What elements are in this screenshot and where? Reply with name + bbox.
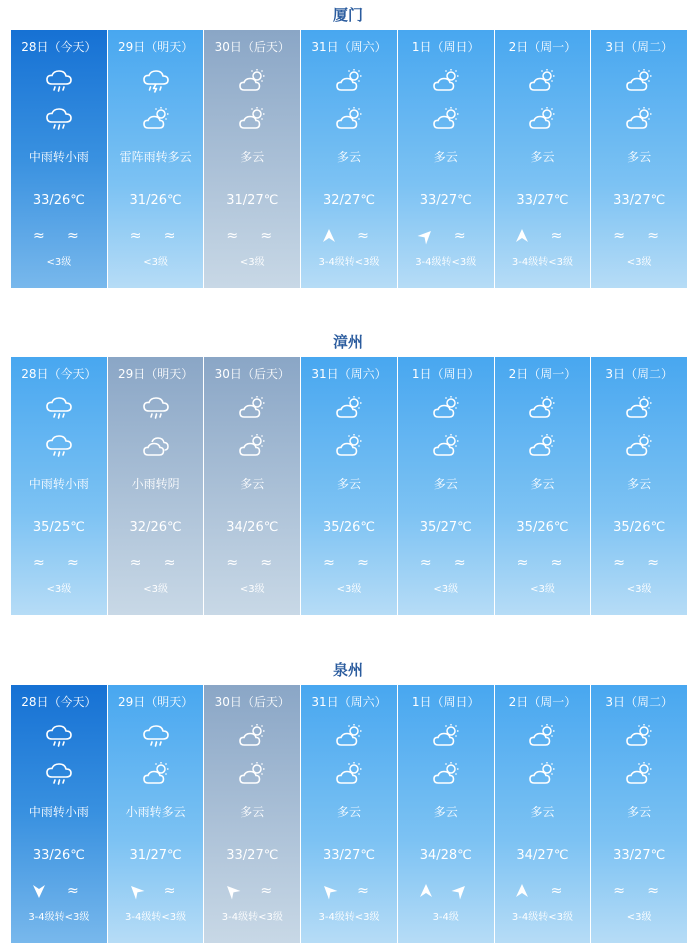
rain-icon [141, 395, 171, 421]
wind-row [301, 226, 397, 246]
weather-condition: 中雨转小雨 [28, 805, 89, 819]
partly-cloudy-icon [334, 723, 364, 749]
temperature-range: 33/27℃ [613, 193, 666, 208]
day-card[interactable] [495, 357, 591, 615]
wind-row [11, 881, 107, 901]
forecast-strip [11, 685, 687, 943]
day-card[interactable] [108, 357, 204, 615]
rain-icon [44, 433, 74, 459]
weather-condition: 中雨转小雨 [28, 477, 89, 491]
wind-wave-icon: ≈ [453, 555, 466, 571]
day-card[interactable] [11, 685, 107, 943]
wind-level: <3级 [46, 584, 72, 595]
temperature-range: 31/27℃ [226, 193, 279, 208]
wind-row [591, 226, 687, 246]
day-card[interactable] [301, 357, 397, 615]
rain-icon [44, 723, 74, 749]
temperature-range: 35/26℃ [322, 520, 376, 535]
partly-cloudy-icon [431, 68, 461, 94]
wind-wave-icon: ≈ [260, 555, 273, 571]
forecast-strip [11, 357, 687, 615]
wind-arrow-south-icon [416, 881, 436, 901]
wind-level: <3级 [626, 257, 652, 268]
wind-row [398, 881, 494, 901]
weather-condition: 多云 [240, 477, 265, 491]
temperature-range: 31/26℃ [129, 193, 182, 208]
weather-condition: 多云 [240, 805, 265, 819]
forecast-strip [11, 30, 687, 288]
temperature-range: 35/26℃ [613, 520, 666, 535]
wind-wave-icon: ≈ [163, 228, 176, 244]
day-date: 30日（后天） [214, 367, 290, 381]
day-card[interactable] [398, 685, 494, 943]
weather-condition: 多云 [240, 150, 265, 164]
temperature-range: 33/26℃ [32, 193, 85, 208]
thunder-rain-icon [141, 68, 171, 94]
wind-row [591, 881, 687, 901]
temperature-range: 35/26℃ [516, 520, 569, 535]
wind-row [108, 226, 204, 246]
day-date: 2日（周一） [508, 695, 577, 709]
wind-level: <3级 [239, 257, 265, 268]
partly-cloudy-icon [527, 106, 557, 132]
partly-cloudy-icon [431, 433, 461, 459]
weather-condition: 雷阵雨转多云 [119, 150, 192, 164]
weather-condition: 多云 [627, 150, 652, 164]
day-date: 2日（周一） [508, 40, 577, 54]
wind-level: <3级 [143, 584, 168, 595]
wind-level: 3-4级转<3级 [28, 912, 90, 923]
partly-cloudy-icon [334, 761, 364, 787]
rain-icon [44, 395, 74, 421]
wind-wave-icon: ≈ [260, 883, 273, 899]
wind-level: <3级 [433, 584, 459, 595]
wind-level: <3级 [336, 584, 362, 595]
wind-row [11, 553, 107, 573]
wind-level: 3-4级转<3级 [221, 912, 283, 923]
wind-row [398, 226, 494, 246]
wind-level: 3-4级转<3级 [511, 912, 573, 923]
day-date: 1日（周日） [411, 40, 480, 54]
temperature-range: 32/27℃ [322, 193, 376, 208]
temperature-range: 32/26℃ [129, 520, 182, 535]
wind-wave-icon: ≈ [66, 883, 79, 899]
wind-wave-icon: ≈ [550, 555, 563, 571]
temperature-range: 33/26℃ [32, 848, 85, 863]
wind-wave-icon: ≈ [260, 228, 273, 244]
day-card[interactable] [301, 30, 397, 288]
wind-wave-icon: ≈ [226, 555, 239, 571]
partly-cloudy-icon [431, 723, 461, 749]
temperature-range: 35/27℃ [419, 520, 472, 535]
day-card[interactable] [204, 30, 300, 288]
weather-condition: 多云 [530, 805, 555, 819]
day-card[interactable] [108, 30, 204, 288]
temperature-range: 33/27℃ [516, 193, 569, 208]
weather-condition: 中雨转小雨 [28, 150, 89, 164]
wind-wave-icon: ≈ [647, 228, 660, 244]
wind-row [495, 553, 591, 573]
wind-level: 3-4级转<3级 [125, 912, 187, 923]
wind-wave-icon: ≈ [647, 883, 660, 899]
temperature-range: 34/27℃ [516, 848, 569, 863]
wind-level: 3-4级转<3级 [415, 257, 477, 268]
wind-wave-icon: ≈ [613, 228, 626, 244]
wind-wave-icon: ≈ [419, 555, 432, 571]
wind-wave-icon: ≈ [66, 228, 79, 244]
wind-wave-icon: ≈ [613, 883, 626, 899]
temperature-range: 33/27℃ [613, 848, 666, 863]
wind-row [301, 881, 397, 901]
weather-condition: 小雨转多云 [125, 805, 186, 819]
wind-row [108, 553, 204, 573]
wind-wave-icon: ≈ [453, 228, 466, 244]
day-date: 30日（后天） [214, 40, 290, 54]
wind-level: 3-4级转<3级 [318, 912, 380, 923]
wind-wave-icon: ≈ [32, 228, 45, 244]
partly-cloudy-icon [527, 395, 557, 421]
day-card[interactable] [591, 685, 687, 943]
wind-level: <3级 [530, 584, 555, 595]
partly-cloudy-icon [431, 761, 461, 787]
wind-row [495, 226, 591, 246]
day-date: 3日（周二） [605, 367, 673, 381]
wind-level: <3级 [239, 584, 265, 595]
temperature-range: 31/27℃ [129, 848, 182, 863]
cloudy-icon [141, 433, 171, 459]
wind-arrow-south-icon [319, 226, 339, 246]
wind-wave-icon: ≈ [66, 555, 79, 571]
partly-cloudy-icon [527, 761, 557, 787]
wind-row [204, 881, 300, 901]
wind-arrow-southeast-icon [319, 881, 339, 901]
wind-level: <3级 [626, 584, 652, 595]
day-date: 3日（周二） [605, 40, 673, 54]
day-card[interactable] [398, 357, 494, 615]
wind-wave-icon: ≈ [163, 883, 176, 899]
temperature-range: 33/27℃ [226, 848, 279, 863]
partly-cloudy-icon [624, 106, 654, 132]
weather-condition: 多云 [337, 477, 362, 491]
city-title: 厦门 [332, 6, 363, 24]
weather-condition: 多云 [433, 150, 458, 164]
partly-cloudy-icon [237, 723, 267, 749]
partly-cloudy-icon [141, 761, 171, 787]
wind-wave-icon: ≈ [129, 228, 142, 244]
partly-cloudy-icon [624, 395, 654, 421]
partly-cloudy-icon [237, 68, 267, 94]
partly-cloudy-icon [624, 433, 654, 459]
wind-level: 3-4级转<3级 [511, 257, 573, 268]
weather-condition: 多云 [627, 805, 652, 819]
partly-cloudy-icon [624, 68, 654, 94]
city-title: 泉州 [332, 661, 363, 679]
wind-wave-icon: ≈ [32, 555, 45, 571]
temperature-range: 33/27℃ [322, 848, 376, 863]
weather-condition: 多云 [530, 150, 555, 164]
day-card[interactable] [11, 357, 107, 615]
day-card[interactable] [301, 685, 397, 943]
temperature-range: 34/28℃ [419, 848, 472, 863]
day-card[interactable] [591, 30, 687, 288]
wind-wave-icon: ≈ [647, 555, 660, 571]
day-date: 29日（明天） [117, 367, 194, 381]
day-card[interactable] [495, 30, 591, 288]
wind-wave-icon: ≈ [550, 883, 563, 899]
city-title: 漳州 [332, 333, 363, 351]
day-card[interactable] [204, 685, 300, 943]
wind-wave-icon: ≈ [357, 228, 369, 244]
partly-cloudy-icon [237, 106, 267, 132]
weather-condition: 多云 [337, 150, 362, 164]
day-date: 28日（今天） [21, 367, 97, 381]
wind-arrow-south-icon [512, 881, 532, 901]
wind-wave-icon: ≈ [323, 555, 335, 571]
day-date: 31日（周六） [311, 695, 387, 709]
partly-cloudy-icon [527, 433, 557, 459]
weather-condition: 小雨转阴 [131, 477, 180, 491]
day-card[interactable] [495, 685, 591, 943]
wind-level: <3级 [143, 257, 168, 268]
weather-condition: 多云 [337, 805, 362, 819]
partly-cloudy-icon [334, 395, 364, 421]
day-card[interactable] [398, 30, 494, 288]
wind-row [591, 553, 687, 573]
rain-icon [44, 106, 74, 132]
day-date: 28日（今天） [21, 40, 97, 54]
day-card[interactable] [204, 357, 300, 615]
day-date: 2日（周一） [508, 367, 577, 381]
wind-wave-icon: ≈ [163, 555, 176, 571]
wind-row [495, 881, 591, 901]
wind-wave-icon: ≈ [129, 555, 142, 571]
wind-wave-icon: ≈ [357, 555, 369, 571]
wind-level: <3级 [626, 912, 652, 923]
wind-level: 3-4级 [432, 912, 459, 923]
weather-condition: 多云 [530, 477, 555, 491]
day-date: 3日（周二） [605, 695, 673, 709]
rain-icon [44, 761, 74, 787]
wind-arrow-southwest-icon [416, 226, 436, 246]
wind-level: 3-4级转<3级 [318, 257, 380, 268]
weather-condition: 多云 [433, 477, 458, 491]
temperature-range: 33/27℃ [419, 193, 472, 208]
weather-condition: 多云 [433, 805, 458, 819]
partly-cloudy-icon [141, 106, 171, 132]
day-date: 31日（周六） [311, 367, 387, 381]
wind-row [11, 226, 107, 246]
partly-cloudy-icon [431, 395, 461, 421]
day-date: 28日（今天） [21, 695, 97, 709]
wind-arrow-southeast-icon [126, 881, 146, 901]
wind-row [108, 881, 204, 901]
day-date: 31日（周六） [311, 40, 387, 54]
weather-condition: 多云 [627, 477, 652, 491]
partly-cloudy-icon [624, 761, 654, 787]
partly-cloudy-icon [334, 106, 364, 132]
wind-wave-icon: ≈ [226, 228, 239, 244]
rain-icon [44, 68, 74, 94]
wind-row [301, 553, 397, 573]
partly-cloudy-icon [527, 68, 557, 94]
wind-arrow-southeast-icon [222, 881, 242, 901]
partly-cloudy-icon [237, 395, 267, 421]
partly-cloudy-icon [624, 723, 654, 749]
wind-level: <3级 [46, 257, 72, 268]
day-date: 29日（明天） [117, 40, 194, 54]
rain-icon [141, 723, 171, 749]
temperature-range: 34/26℃ [226, 520, 279, 535]
wind-wave-icon: ≈ [613, 555, 626, 571]
day-card[interactable] [11, 30, 107, 288]
wind-arrow-southwest-icon [450, 881, 470, 901]
partly-cloudy-icon [334, 68, 364, 94]
wind-row [398, 553, 494, 573]
day-date: 30日（后天） [214, 695, 290, 709]
partly-cloudy-icon [334, 433, 364, 459]
wind-wave-icon: ≈ [516, 555, 529, 571]
partly-cloudy-icon [431, 106, 461, 132]
day-date: 1日（周日） [411, 367, 480, 381]
day-date: 1日（周日） [411, 695, 480, 709]
day-card[interactable] [591, 357, 687, 615]
wind-wave-icon: ≈ [357, 883, 369, 899]
wind-row [204, 226, 300, 246]
wind-arrow-north-icon [29, 881, 49, 901]
wind-wave-icon: ≈ [550, 228, 563, 244]
day-date: 29日（明天） [117, 695, 194, 709]
wind-row [204, 553, 300, 573]
wind-arrow-south-icon [512, 226, 532, 246]
temperature-range: 35/25℃ [32, 520, 85, 535]
partly-cloudy-icon [237, 761, 267, 787]
partly-cloudy-icon [527, 723, 557, 749]
partly-cloudy-icon [237, 433, 267, 459]
day-card[interactable] [108, 685, 204, 943]
